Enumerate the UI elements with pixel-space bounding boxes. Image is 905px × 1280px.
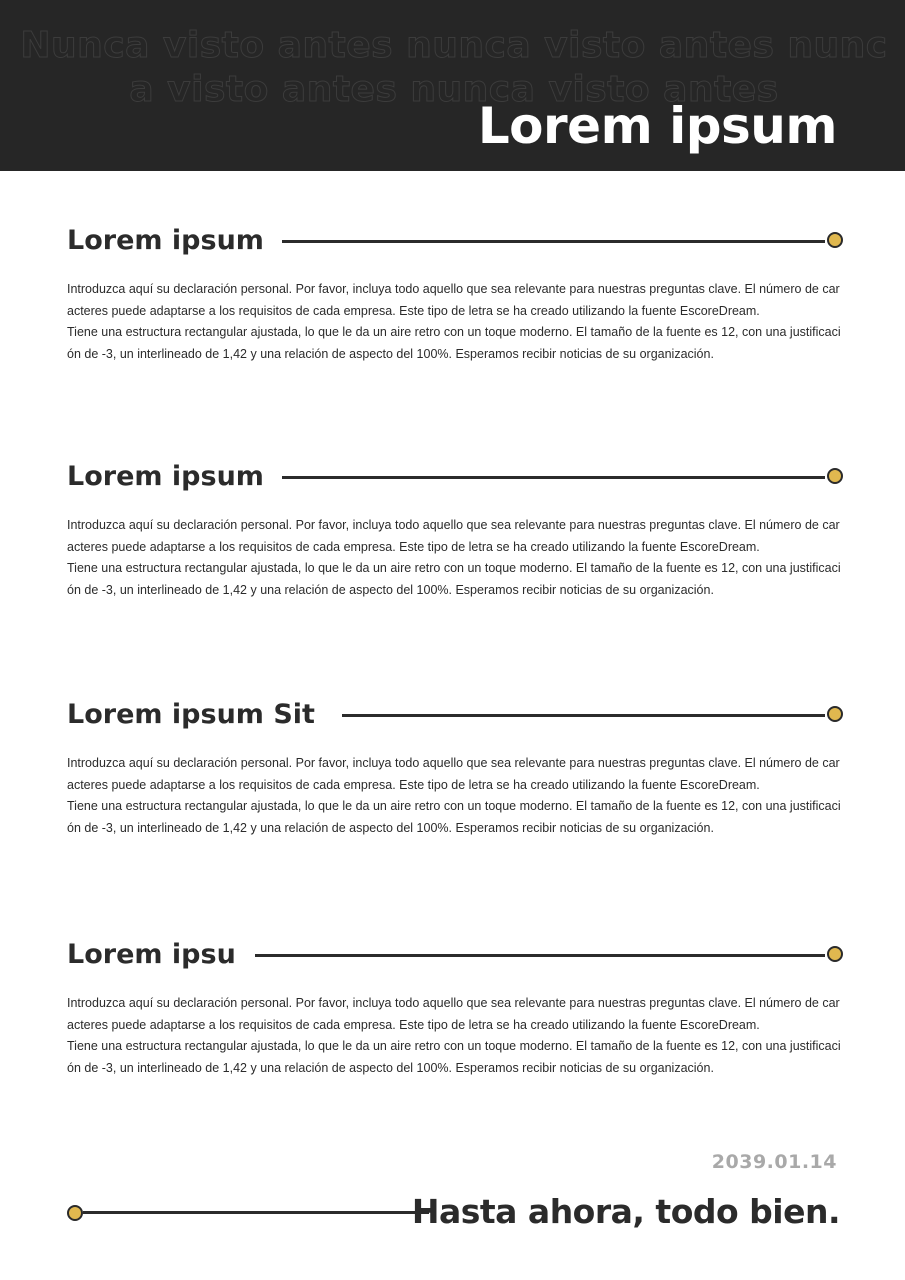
footer-dot xyxy=(67,1205,83,1221)
section-title: Lorem ipsum xyxy=(67,461,264,492)
section-dot xyxy=(827,946,843,962)
section-dot xyxy=(827,232,843,248)
paragraph-text: Tiene una estructura rectangular ajustada, lo que le da un aire retro con un toque moderno. El tamaño de la fuente es 12, con una justificación de -3, un interlineado de 1,42 y una relación de aspecto del 100%. Esperamos recibir noticias de su organización. xyxy=(67,799,841,835)
section-dot xyxy=(827,706,843,722)
section-rule xyxy=(282,240,825,243)
date-label: 2039.01.14 xyxy=(711,1151,837,1173)
section-heading xyxy=(67,695,843,735)
header-banner xyxy=(0,0,905,171)
section-2 xyxy=(67,457,843,601)
section-title: Lorem ipsu xyxy=(67,939,236,970)
section-heading xyxy=(67,221,843,261)
section-heading xyxy=(67,935,843,975)
paragraph-text: Introduzca aquí su declaración personal. Por favor, incluya todo aquello que sea relevante para nuestras preguntas clave. El número de caracteres puede adaptarse a los requisitos de cada empresa. Este tipo de letra se ha creado utilizando la fuente EscoreDream. xyxy=(67,996,840,1032)
section-paragraph xyxy=(67,279,843,365)
section-rule xyxy=(282,476,825,479)
section-rule xyxy=(342,714,825,717)
section-paragraph xyxy=(67,515,843,601)
section-1 xyxy=(67,221,843,365)
paragraph-text: Tiene una estructura rectangular ajustada, lo que le da un aire retro con un toque moderno. El tamaño de la fuente es 12, con una justificación de -3, un interlineado de 1,42 y una relación de aspecto del 100%. Esperamos recibir noticias de su organización. xyxy=(67,1039,841,1075)
paragraph-text: Introduzca aquí su declaración personal. Por favor, incluya todo aquello que sea relevante para nuestras preguntas clave. El número de caracteres puede adaptarse a los requisitos de cada empresa. Este tipo de letra se ha creado utilizando la fuente EscoreDream. xyxy=(67,756,840,792)
section-dot xyxy=(827,468,843,484)
paragraph-text: Introduzca aquí su declaración personal. Por favor, incluya todo aquello que sea relevante para nuestras preguntas clave. El número de caracteres puede adaptarse a los requisitos de cada empresa. Este tipo de letra se ha creado utilizando la fuente EscoreDream. xyxy=(67,282,840,318)
section-heading xyxy=(67,457,843,497)
section-rule xyxy=(255,954,825,957)
paragraph-text: Tiene una estructura rectangular ajustada, lo que le da un aire retro con un toque moderno. El tamaño de la fuente es 12, con una justificación de -3, un interlineado de 1,42 y una relación de aspecto del 100%. Esperamos recibir noticias de su organización. xyxy=(67,325,841,361)
section-title: Lorem ipsum xyxy=(67,225,264,256)
paragraph-text: Tiene una estructura rectangular ajustada, lo que le da un aire retro con un toque moderno. El tamaño de la fuente es 12, con una justificación de -3, un interlineado de 1,42 y una relación de aspecto del 100%. Esperamos recibir noticias de su organización. xyxy=(67,561,841,597)
paragraph-text: Introduzca aquí su declaración personal. Por favor, incluya todo aquello que sea relevante para nuestras preguntas clave. El número de caracteres puede adaptarse a los requisitos de cada empresa. Este tipo de letra se ha creado utilizando la fuente EscoreDream. xyxy=(67,518,840,554)
section-paragraph xyxy=(67,993,843,1079)
page-title: Lorem ipsum xyxy=(477,97,837,155)
header-background-text: Nunca visto antes nunca visto antes nunca visto antes nunca visto antes xyxy=(20,25,888,110)
section-3 xyxy=(67,695,843,839)
footer-rule xyxy=(83,1211,429,1214)
section-paragraph xyxy=(67,753,843,839)
closing-text: Hasta ahora, todo bien. xyxy=(411,1192,840,1231)
section-4 xyxy=(67,935,843,1079)
section-title: Lorem ipsum Sit xyxy=(67,699,315,730)
